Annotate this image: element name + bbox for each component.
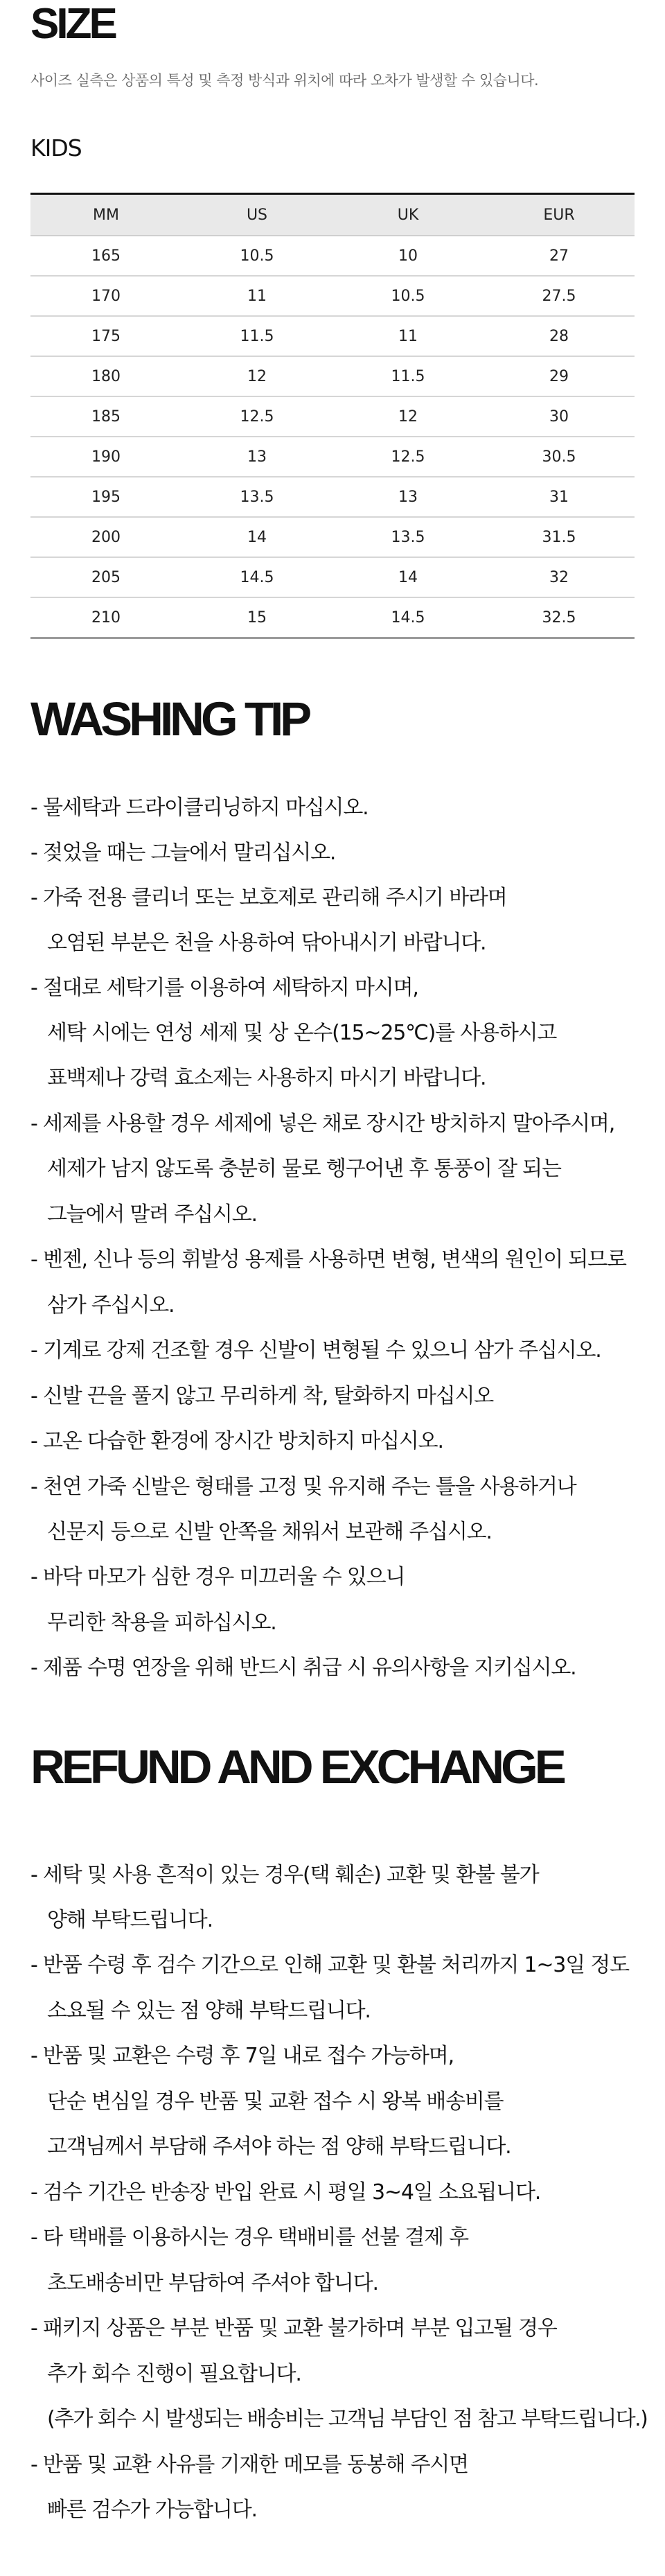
- table-row: [30, 557, 635, 597]
- washing-tip-line: 오염된 부분은 천을 사용하여 닦아내시기 바랍니다.: [47, 931, 486, 955]
- cell-us: 12.5: [181, 396, 332, 437]
- column-header-mm: MM: [30, 194, 181, 236]
- washing-tip-line: - 절대로 세탁기를 이용하여 세탁하지 마시며,: [30, 976, 418, 1000]
- cell-mm: 175: [30, 316, 181, 356]
- refund-line: 추가 회수 진행이 필요합니다.: [47, 2362, 301, 2386]
- washing-tip-line: 신문지 등으로 신발 안쪽을 채워서 보관해 주십시오.: [47, 1520, 492, 1544]
- refund-line: - 검수 기간은 반송장 반입 완료 시 평일 3~4일 소요됩니다.: [30, 2180, 541, 2205]
- table-row: [30, 316, 635, 356]
- table-row: [30, 276, 635, 316]
- cell-us: 13.5: [181, 477, 332, 517]
- washing-tip-line: 그늘에서 말려 주십시오.: [47, 1202, 257, 1227]
- size-measurement-note: 사이즈 실측은 상품의 특성 및 측정 방식과 위치에 따라 오차가 발생할 수 있습니다.: [30, 72, 539, 89]
- column-header-us: US: [181, 194, 332, 236]
- refund-line: 양해 부탁드립니다.: [47, 1908, 213, 1932]
- washing-tip-line: - 젖었을 때는 그늘에서 말리십시오.: [30, 841, 336, 865]
- size-title: SIZE: [30, 0, 115, 48]
- cell-eur: 31.5: [484, 517, 635, 557]
- refund-line: - 반품 수령 후 검수 기간으로 인해 교환 및 환불 처리까지 1~3일 정도: [30, 1953, 629, 1977]
- washing-tip-line: - 천연 가죽 신발은 형태를 고정 및 유지해 주는 틀을 사용하거나: [30, 1475, 576, 1499]
- cell-uk: 11.5: [332, 356, 484, 396]
- table-row: [30, 477, 635, 517]
- cell-mm: 180: [30, 356, 181, 396]
- size-category-label: KIDS: [30, 134, 82, 161]
- cell-eur: 30: [484, 396, 635, 437]
- washing-tip-line: 표백제나 강력 효소제는 사용하지 마시기 바랍니다.: [47, 1066, 486, 1090]
- cell-eur: 32.5: [484, 597, 635, 638]
- cell-uk: 13: [332, 477, 484, 517]
- table-header-row: [30, 194, 635, 236]
- refund-line: 단순 변심일 경우 반품 및 교환 접수 시 왕복 배송비를: [47, 2089, 504, 2114]
- washing-tip-line: - 가죽 전용 클리너 또는 보호제로 관리해 주시기 바라며: [30, 886, 507, 910]
- cell-us: 15: [181, 597, 332, 638]
- washing-tip-line: 무리한 착용을 피하십시오.: [47, 1611, 276, 1635]
- cell-mm: 165: [30, 236, 181, 276]
- table-row: [30, 356, 635, 396]
- washing-tip-line: - 고온 다습한 환경에 장시간 방치하지 마십시오.: [30, 1429, 443, 1453]
- refund-line: 빠른 검수가 가능합니다.: [47, 2498, 257, 2522]
- refund-line: - 타 택배를 이용하시는 경우 택배비를 선불 결제 후: [30, 2225, 468, 2250]
- refund-line: - 세탁 및 사용 흔적이 있는 경우(택 훼손) 교환 및 환불 불가: [30, 1863, 539, 1887]
- refund-line: - 반품 및 교환은 수령 후 7일 내로 접수 가능하며,: [30, 2044, 454, 2068]
- washing-tip-line: 삼가 주십시오.: [47, 1293, 175, 1317]
- cell-mm: 195: [30, 477, 181, 517]
- cell-mm: 205: [30, 557, 181, 597]
- cell-uk: 12.5: [332, 437, 484, 477]
- size-chart-table: [30, 193, 635, 639]
- cell-eur: 30.5: [484, 437, 635, 477]
- washing-tip-title: WASHING TIP: [30, 692, 309, 746]
- washing-tip-line: - 기계로 강제 건조할 경우 신발이 변형될 수 있으니 삼가 주십시오.: [30, 1338, 601, 1363]
- cell-us: 14: [181, 517, 332, 557]
- washing-tip-line: - 바닥 마모가 심한 경우 미끄러울 수 있으니: [30, 1565, 405, 1589]
- refund-line: - 반품 및 교환 사유를 기재한 메모를 동봉해 주시면: [30, 2453, 468, 2477]
- cell-mm: 210: [30, 597, 181, 638]
- washing-tip-line: - 벤젠, 신나 등의 휘발성 용제를 사용하면 변형, 변색의 원인이 되므로: [30, 1247, 626, 1272]
- table-row: [30, 517, 635, 557]
- cell-mm: 170: [30, 276, 181, 316]
- cell-us: 11.5: [181, 316, 332, 356]
- cell-uk: 14.5: [332, 597, 484, 638]
- cell-mm: 190: [30, 437, 181, 477]
- cell-eur: 28: [484, 316, 635, 356]
- refund-exchange-title: REFUND AND EXCHANGE: [30, 1740, 563, 1794]
- table-row: [30, 396, 635, 437]
- washing-tip-line: - 신발 끈을 풀지 않고 무리하게 착, 탈화하지 마십시오: [30, 1384, 494, 1408]
- refund-line: 고객님께서 부담해 주셔야 하는 점 양해 부탁드립니다.: [47, 2135, 511, 2159]
- column-header-uk: UK: [332, 194, 484, 236]
- cell-uk: 10.5: [332, 276, 484, 316]
- refund-line: (추가 회수 시 발생되는 배송비는 고객님 부담인 점 참고 부탁드립니다.): [47, 2407, 648, 2431]
- cell-eur: 32: [484, 557, 635, 597]
- washing-tip-line: 세제가 남지 않도록 충분히 물로 헹구어낸 후 통풍이 잘 되는: [47, 1157, 561, 1181]
- cell-us: 11: [181, 276, 332, 316]
- cell-eur: 31: [484, 477, 635, 517]
- table-row: [30, 597, 635, 638]
- cell-uk: 10: [332, 236, 484, 276]
- washing-tip-line: - 물세탁과 드라이클리닝하지 마십시오.: [30, 796, 369, 820]
- washing-tip-line: - 세제를 사용할 경우 세제에 넣은 채로 장시간 방치하지 말아주시며,: [30, 1112, 615, 1136]
- cell-us: 12: [181, 356, 332, 396]
- cell-uk: 13.5: [332, 517, 484, 557]
- cell-eur: 27.5: [484, 276, 635, 316]
- cell-mm: 185: [30, 396, 181, 437]
- cell-us: 14.5: [181, 557, 332, 597]
- cell-uk: 11: [332, 316, 484, 356]
- cell-mm: 200: [30, 517, 181, 557]
- cell-us: 10.5: [181, 236, 332, 276]
- refund-line: - 패키지 상품은 부분 반품 및 교환 불가하며 부분 입고될 경우: [30, 2316, 557, 2340]
- cell-uk: 14: [332, 557, 484, 597]
- table-row: [30, 437, 635, 477]
- cell-uk: 12: [332, 396, 484, 437]
- refund-line: 초도배송비만 부담하여 주셔야 합니다.: [47, 2271, 378, 2295]
- washing-tip-line: 세탁 시에는 연성 세제 및 상 온수(15~25℃)를 사용하시고: [47, 1021, 557, 1045]
- cell-us: 13: [181, 437, 332, 477]
- column-header-eur: EUR: [484, 194, 635, 236]
- refund-line: 소요될 수 있는 점 양해 부탁드립니다.: [47, 1999, 371, 2023]
- washing-tip-line: - 제품 수명 연장을 위해 반드시 취급 시 유의사항을 지키십시오.: [30, 1656, 576, 1680]
- table-row: [30, 236, 635, 276]
- cell-eur: 27: [484, 236, 635, 276]
- cell-eur: 29: [484, 356, 635, 396]
